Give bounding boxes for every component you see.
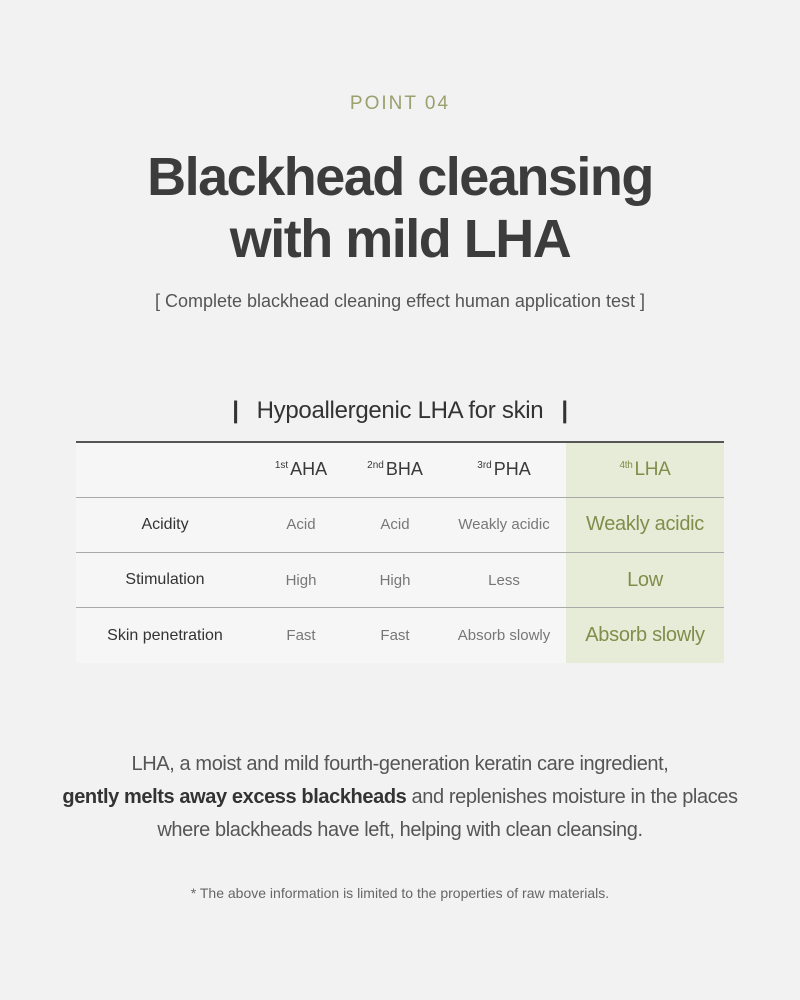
row-label-acidity: Acidity bbox=[76, 497, 254, 552]
header-aha bbox=[254, 442, 348, 497]
table-cell: High bbox=[348, 553, 442, 608]
subtitle: [ Complete blackhead cleaning effect human application test ] bbox=[155, 291, 645, 311]
point-label: POINT 04 bbox=[349, 93, 451, 114]
header-lha-generation: 4th bbox=[619, 459, 633, 471]
description-emphasis: gently melts away excess blackheads bbox=[62, 786, 407, 808]
headline-line-2: with mild LHA bbox=[229, 209, 571, 269]
header-aha-label: AHA bbox=[290, 459, 328, 480]
table-cell-lha: Absorb slowly bbox=[566, 608, 724, 663]
header-bha-generation: 2nd bbox=[367, 460, 384, 472]
page-headline bbox=[0, 146, 800, 270]
comparison-table bbox=[76, 441, 724, 663]
header-bha bbox=[348, 442, 442, 497]
headline-line-1: Blackhead cleansing bbox=[147, 147, 653, 207]
table-cell: Less bbox=[442, 553, 566, 608]
header-lha-label: LHA bbox=[634, 458, 671, 480]
header-lha bbox=[566, 442, 724, 497]
description-line-1: LHA, a moist and mild fourth-generation keratin care ingredient, bbox=[131, 753, 669, 775]
footnote: * The above information is limited to the properties of raw materials. bbox=[190, 885, 610, 901]
table-title-text: Hypoallergenic LHA for skin bbox=[256, 397, 544, 424]
table-cell: Weakly acidic bbox=[442, 497, 566, 552]
row-label-skin-penetration: Skin penetration bbox=[107, 626, 223, 644]
header-pha-label: PHA bbox=[493, 459, 531, 480]
table-row bbox=[76, 608, 724, 663]
table-row bbox=[76, 497, 724, 552]
title-bar-right: | bbox=[561, 397, 568, 424]
description bbox=[0, 748, 800, 847]
table-cell: High bbox=[254, 553, 348, 608]
title-bar-left: | bbox=[232, 397, 239, 424]
table-cell: Acid bbox=[348, 497, 442, 552]
table-header-row bbox=[76, 442, 724, 497]
table-cell-lha: Weakly acidic bbox=[566, 497, 724, 552]
header-pha-generation: 3rd bbox=[477, 460, 492, 472]
description-line-2 bbox=[0, 781, 800, 814]
table-cell: Fast bbox=[286, 627, 316, 645]
header-aha-generation: 1st bbox=[274, 460, 289, 472]
description-line-3: where blackheads have left, helping with clean cleansing. bbox=[157, 819, 643, 841]
description-line-2-rest: and replenishes moisture in the places bbox=[406, 786, 738, 808]
header-pha bbox=[442, 442, 566, 497]
table-title bbox=[0, 397, 800, 425]
table-cell: Fast bbox=[380, 627, 410, 645]
header-bha-label: BHA bbox=[385, 459, 423, 480]
table-cell: Absorb slowly bbox=[457, 627, 551, 645]
table-row bbox=[76, 553, 724, 608]
table-cell: Acid bbox=[254, 497, 348, 552]
table-cell-lha: Low bbox=[566, 553, 724, 608]
row-label-stimulation: Stimulation bbox=[76, 553, 254, 608]
header-empty-cell bbox=[76, 442, 254, 497]
